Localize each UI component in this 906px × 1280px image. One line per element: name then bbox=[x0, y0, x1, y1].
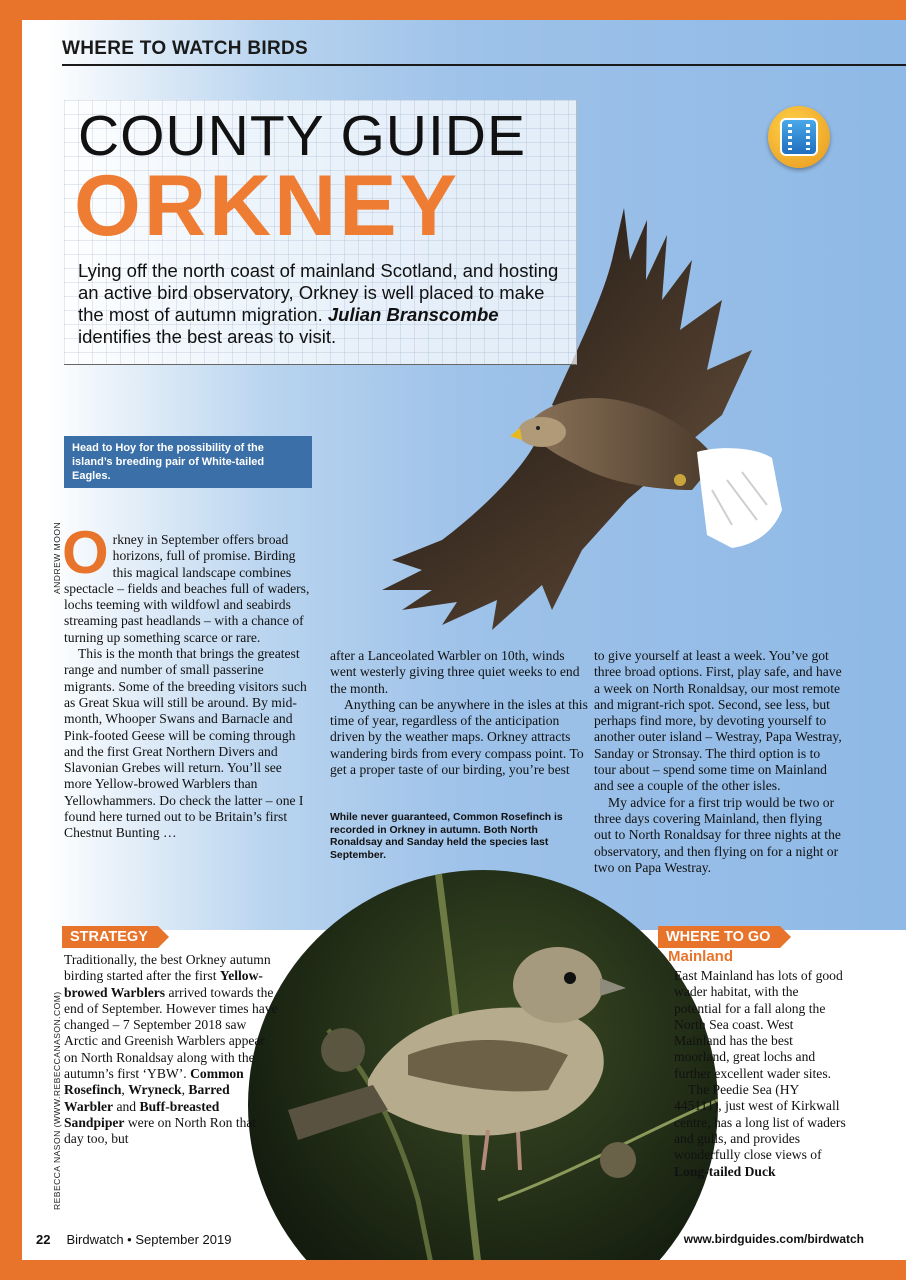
strategy-tag: STRATEGY bbox=[62, 926, 158, 948]
where-to-go-paragraph-2: The Peedie Sea (HY 445111), just west of Kirkwall centre, has a long list of waders and gulls, and provides wonderfully close views of bbox=[674, 1082, 846, 1163]
col2-paragraph-2: Anything can be anywhere in the isles at this time of year, regardless of the anticipation driven by the weather maps. Orkney attracts wandering birds from every compass point. To get a proper taste of our birding, you’re best bbox=[330, 696, 588, 778]
column-2 bbox=[330, 648, 590, 778]
strategy-text-3: , bbox=[121, 1082, 129, 1098]
page-number: 22 bbox=[36, 1232, 51, 1247]
col1-paragraph-1: rkney in September offers broad horizons, full of promise. Birding this magical landscape combines spectacle – fields and beaches full of waders, lochs teeming with wildfowl and seabirds streaming past headlands – with a chance of turning up something scarce or rare. bbox=[64, 532, 310, 645]
strategy-species-2: Common Rosefinch bbox=[64, 1066, 244, 1098]
where-to-go-text bbox=[674, 968, 846, 1180]
standfirst-text: Lying off the north coast of mainland Scotland, and hosting an active bird observatory, Orkney is well placed to make the most of autumn migration. bbox=[78, 260, 559, 325]
strategy-text-5: and bbox=[113, 1098, 140, 1114]
footer-url[interactable]: www.birdguides.com/birdwatch bbox=[683, 1232, 864, 1246]
col3-paragraph-1: to give yourself at least a week. You’ve got three broad options. First, play safe, and have a week on North Ronaldsay, our most remote and migrant-rich spot. Second, see less, but perhaps find more, by devoting yourself to another outer island – Westray, Papa Westray, Sanday or Stronsay. The third option is to tour about – spend some time on Mainland and see a couple of the other isles. bbox=[594, 648, 842, 794]
page-content bbox=[22, 20, 906, 1260]
magazine-issue: Birdwatch • September 2019 bbox=[66, 1232, 232, 1247]
author-name: Julian Branscombe bbox=[327, 304, 499, 325]
col3-paragraph-2: My advice for a first trip would be two or three days covering Mainland, then flying out to North Ronaldsay for three nights at the observatory, and then flying on for a night or two on Papa Westray. bbox=[594, 794, 841, 875]
strategy-species-1: Yellow-browed Warblers bbox=[64, 968, 263, 1000]
strategy-text-4: , bbox=[181, 1082, 189, 1098]
strategy-species-5: Buff-breasted Sandpiper bbox=[64, 1098, 220, 1130]
col1-paragraph-2: This is the month that brings the greatest range and number of small passerine migrants. Some of the breeding visitors such as Great Skua will still be around. By mid-month, Whooper Swans and Barnacle and Pink-footed Geese will be coming through and the first Great Northern Divers and Slavonian Grebes will return. You’ll see more Yellow-browed Warblers than Yellowhammers. Do check the latter – one I found here turned out to be Britain’s first Chestnut Bunting … bbox=[64, 646, 307, 841]
mainland-subhead: Mainland bbox=[668, 948, 734, 965]
video-badge[interactable] bbox=[768, 106, 830, 168]
drop-cap: O bbox=[62, 519, 109, 586]
title-orkney: ORKNEY bbox=[74, 158, 460, 254]
eagle-photo-credit: ANDREW MOON bbox=[52, 521, 62, 594]
finch-caption: While never guaranteed, Common Rosefinch is recorded in Orkney in autumn. Both North Ronaldsay and Sanday held the species last September. bbox=[330, 812, 563, 861]
section-header: WHERE TO WATCH BIRDS bbox=[62, 38, 308, 59]
film-icon bbox=[780, 118, 818, 156]
strategy-text bbox=[64, 952, 278, 1148]
header-rule bbox=[62, 64, 906, 66]
standfirst bbox=[78, 260, 572, 348]
standfirst-end: identifies the best areas to visit. bbox=[78, 326, 337, 347]
title-box bbox=[64, 100, 577, 365]
strategy-species-4: Barred Warbler bbox=[64, 1082, 230, 1114]
strategy-text-6: were on North Ron that day too, but bbox=[64, 1114, 257, 1147]
finch-photo-credit: REBECCA NASON (WWW.REBECCANASON.COM) bbox=[52, 991, 62, 1210]
col2-paragraph-1: after a Lanceolated Warbler on 10th, winds went westerly giving three quiet weeks to end the month. bbox=[330, 648, 580, 696]
strategy-species-3: Wryneck bbox=[128, 1082, 182, 1098]
where-to-go-tag: WHERE TO GO bbox=[658, 926, 780, 948]
column-3 bbox=[594, 648, 842, 876]
eagle-caption: Head to Hoy for the possibility of the island’s breeding pair of White-tailed Eagles. bbox=[64, 436, 312, 488]
strategy-text-1: Traditionally, the best Orkney autumn birding started after the first bbox=[64, 952, 271, 984]
footer-left bbox=[36, 1232, 231, 1247]
where-to-go-paragraph-1: East Mainland has lots of good wader habitat, with the potential for a fall along the North Sea coast. West Mainland has the best moorland, great lochs and further excellent wader sites. bbox=[674, 968, 843, 1081]
title-county-guide: COUNTY GUIDE bbox=[78, 104, 526, 168]
long-tailed-duck: Long-tailed Duck bbox=[674, 1163, 776, 1179]
column-1 bbox=[62, 519, 310, 842]
strategy-text-2: arrived towards the end of September. However times have changed – 7 September 2018 saw Arctic and Greenish Warblers appear on North Ronaldsay along with the autumn’s first ‘YBW’. bbox=[64, 984, 278, 1082]
